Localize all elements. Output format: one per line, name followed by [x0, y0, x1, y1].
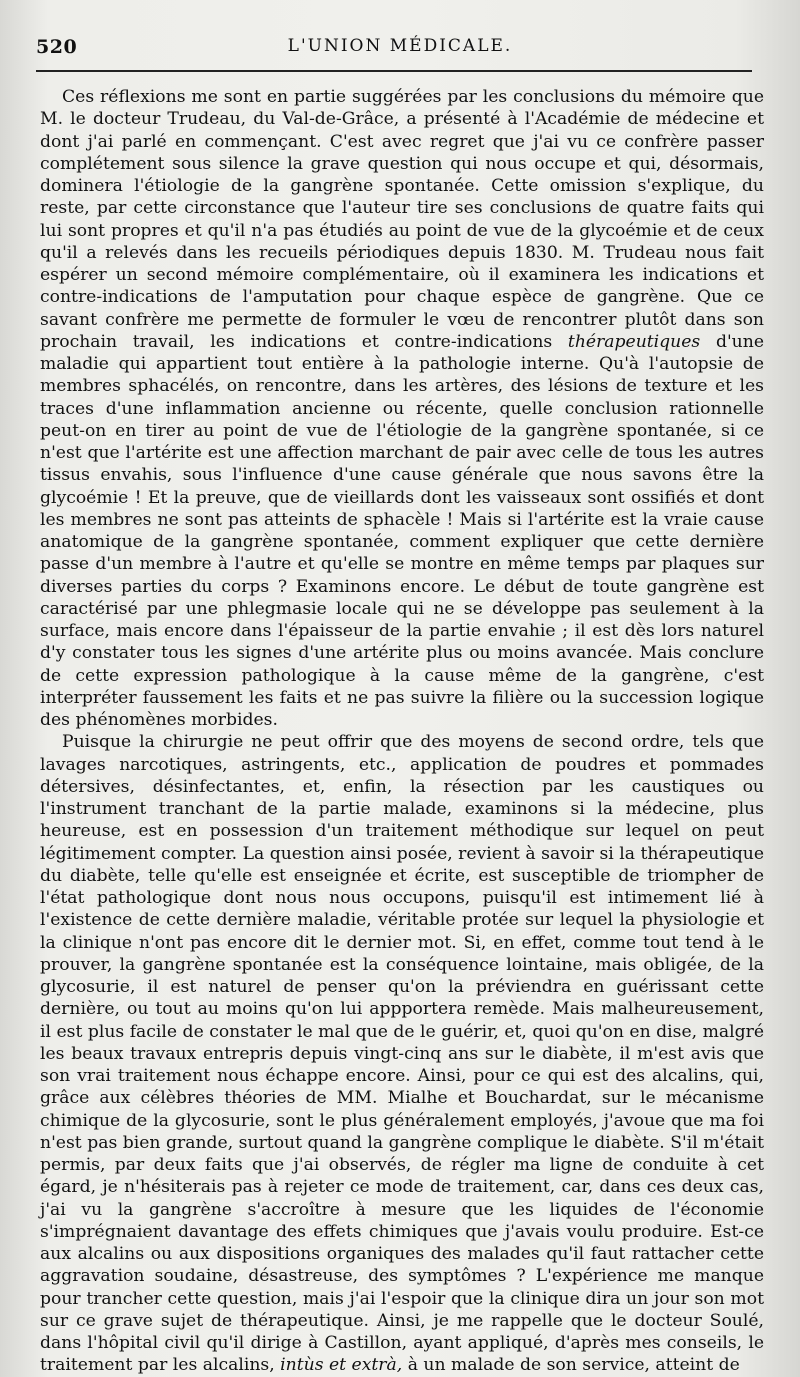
- body-text: [40, 86, 764, 1376]
- text-run: d'une maladie qui appartient tout entière à la pathologie interne. Qu'à l'autopsie de membres sphacélés, on rencontre, dans les artères, des lésions de texture et les traces d'une inflammation ancienne ou récente, quelle conclusion rationnelle peut-on en tirer au point de vue de l'étiologie de la gangrène spontanée, si ce n'est que l'artérite est une affection marchant de pair avec celle de tous les autres tissus envahis, sous l'influence d'une cause générale que nous savons être la glycoémie ! Et la preuve, que de vieillards dont les vaisseaux sont ossifiés et dont les membres ne sont pas atteints de sphacèle ! Mais si l'artérite est la vraie cause anatomique de la gangrène spontanée, comment expliquer que cette dernière passe d'un membre à l'autre et qu'elle se montre en même temps par plaques sur diverses parties du corps ? Examinons encore. Le début de toute gangrène est caractérisé par une phlegmasie locale qui ne se développe pas seulement à la surface, mais encore dans l'épaisseur de la partie envahie ; il est dès lors naturel d'y constater tous les signes d'une artérite plus ou moins avancée. Mais conclure de cette expression pathologique à la cause même de la gangrène, c'est interpréter faussement les faits et ne pas suivre la filière ou la succession logique des phénomènes morbides.: [40, 331, 764, 730]
- page-header: [36, 34, 764, 64]
- text-run: Puisque la chirurgie ne peut offrir que des moyens de second ordre, tels que lavages narcotiques, astringents, etc., application de poudres et pommades détersives, désinfectantes, et, enfin, la résection par les caustiques ou l'instrument tranchant de la partie malade, examinons si la médecine, plus heureuse, est en possession d'un traitement méthodique sur lequel on peut légitimement compter. La question ainsi posée, revient à savoir si la thérapeutique du diabète, telle qu'elle est enseignée et écrite, est susceptible de triompher de l'état pathologique dont nous nous occupons, puisqu'il est intimement lié à l'existence de cette dernière maladie, véritable protée sur lequel la physiologie et la clinique n'ont pas encore dit le dernier mot. Si, en effet, comme tout tend à le prouver, la gangrène spontanée est la conséquence lointaine, mais obligée, de la glycosurie, il est naturel de penser qu'on la préviendra en guérissant cette dernière, ou tout au moins qu'on lui appportera remède. Mais malheureusement, il est plus facile de constater le mal que de le guérir, et, quoi qu'on en dise, malgré les beaux travaux entrepris depuis vingt-cinq ans sur le diabète, il m'est avis que son vrai traitement nous échappe encore. Ainsi, pour ce qui est des alcalins, qui, grâce aux célèbres théories de MM. Mialhe et Bouchardat, sur le mécanisme chimique de la glycosurie, sont le plus généralement employés, j'avoue que ma foi n'est pas bien grande, surtout quand la gangrène complique le diabète. S'il m'était permis, par deux faits que j'ai observés, de régler ma ligne de conduite à cet égard, je n'hésiterais pas à rejeter ce mode de traitement, car, dans ces deux cas, j'ai vu la gangrène s'accroître à mesure que les liquides de l'économie s'imprégnaient davantage des effets chimiques que j'avais voulu produire. Est-ce aux alcalins ou aux dispositions organiques des malades qu'il faut rattacher cette aggravation soudaine, désastreuse, des symptômes ? L'expérience me manque pour trancher cette question, mais j'ai l'espoir que la clinique dira un jour son mot sur ce grave sujet de thérapeutique. Ainsi, je me rappelle que le docteur Soulé, dans l'hôpital civil qu'il dirige à Castillon, ayant appliqué, d'après mes conseils, le traitement par les alcalins,: [40, 732, 764, 1376]
- italic-run: intùs et extrà,: [280, 1355, 403, 1376]
- text-run: à un malade de son service, atteint de: [402, 1355, 740, 1376]
- paragraph: [40, 731, 764, 1376]
- running-title: L'UNION MÉDICALE.: [287, 36, 513, 56]
- page-number: 520: [36, 36, 78, 58]
- text-run: Ces réflexions me sont en partie suggérées par les conclusions du mémoire que M. le docteur Trudeau, du Val-de-Grâce, a présenté à l'Académie de médecine et dont j'ai parlé en commençant. C'est avec regret que j'ai vu ce confrère passer complétement sous silence la grave question qui nous occupe et qui, désormais, dominera l'étiologie de la gangrène spontanée. Cette omission s'explique, du reste, par cette circonstance que l'auteur tire ses conclusions de quatre faits qui lui sont propres et qu'il n'a pas étudiés au point de vue de la glycoémie et de ceux qu'il a relevés dans les recueils périodiques depuis 1830. M. Trudeau nous fait espérer un second mémoire complémentaire, où il examinera les indications et contre-indications de l'amputation pour chaque espèce de gangrène. Que ce savant confrère me permette de formuler le vœu de rencontrer plutôt dans son prochain travail, les indications et contre-indications: [40, 87, 764, 352]
- italic-run: thérapeutiques: [567, 331, 701, 352]
- header-rule: [36, 70, 752, 72]
- paragraph: [40, 86, 764, 731]
